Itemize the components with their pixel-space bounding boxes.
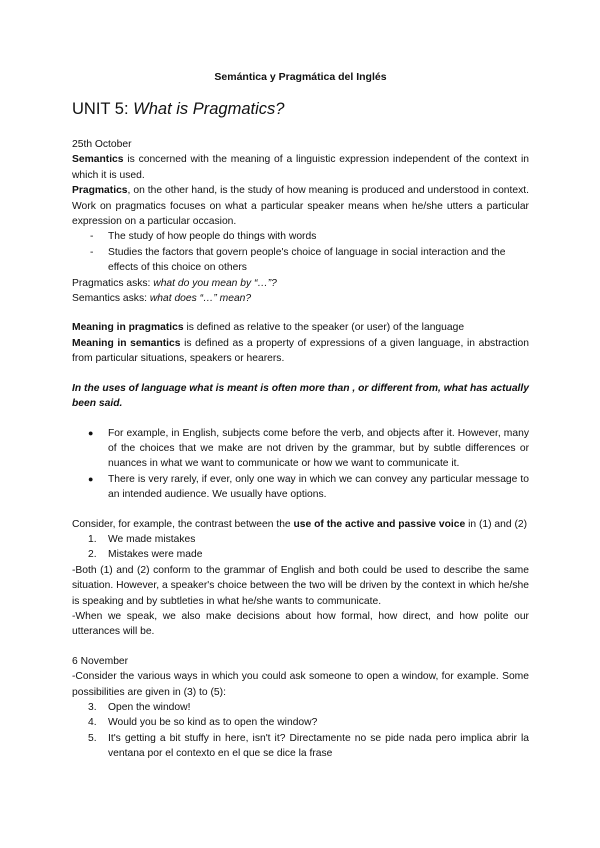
- voice-paragraph-1: -Both (1) and (2) conform to the grammar of English and both could be used to describe the same situation. However, a speaker's choice between the two will be driven by the context in which he/she is speaking and by subtleties in what he/she wants to communicate.: [72, 564, 529, 607]
- list-item-text: Mistakes were made: [108, 549, 203, 561]
- unit-heading: [72, 100, 284, 119]
- list-item: [72, 229, 529, 244]
- list-item-text: We made mistakes: [108, 533, 196, 545]
- list-item: [72, 731, 529, 762]
- pragmatics-definition: [72, 183, 529, 229]
- list-item-text: Would you be so kind as to open the window?: [108, 717, 318, 729]
- spacer: [72, 503, 529, 517]
- unit-prefix: UNIT 5:: [72, 100, 134, 118]
- semantics-asks-label: Semantics asks:: [72, 293, 150, 305]
- meaning-in-pragmatics: [72, 320, 529, 335]
- list-item: [72, 472, 529, 503]
- semantics-term: Semantics: [72, 154, 124, 166]
- voice-intro-bold: use of the active and passive voice: [293, 518, 466, 530]
- spacer: [72, 640, 529, 654]
- window-intro: -Consider the various ways in which you could ask someone to open a window, for example. Some possibilities are given in (3) to (5):: [72, 671, 529, 698]
- pragmatics-asks-label: Pragmatics asks:: [72, 277, 154, 289]
- list-number: 5.: [88, 732, 97, 744]
- unit-title: What is Pragmatics?: [133, 100, 285, 118]
- semantics-asks-question: what does “…” mean?: [149, 293, 252, 305]
- list-number: 1.: [88, 533, 97, 545]
- list-item-text: Open the window!: [108, 702, 191, 713]
- pragmatics-dash-list: [72, 229, 529, 275]
- list-item: [72, 245, 529, 276]
- list-item-text: There is very rarely, if ever, only one way in which we can convey any particular message to an intended audience. We usually have options.: [108, 473, 529, 501]
- document-title: Semántica y Pragmática del Inglés: [214, 71, 387, 83]
- list-item-text: Studies the factors that govern people's choice of language in social interaction and the effects of this choice on others: [108, 246, 506, 274]
- pragmatics-term: Pragmatics: [72, 185, 128, 197]
- voice-examples-list: [72, 532, 529, 563]
- bullet-list: [72, 426, 529, 503]
- semantics-text: is concerned with the meaning of a linguistic expression independent of the context in which it is used.: [72, 154, 529, 181]
- list-item: [72, 715, 529, 730]
- list-number: 3.: [88, 702, 97, 713]
- pragmatics-asks-question: what do you mean by “…”?: [153, 277, 277, 289]
- meaning-in-semantics-term: Meaning in semantics: [72, 337, 181, 349]
- dash-marker: -: [90, 231, 94, 243]
- list-item-text: The study of how people do things with words: [108, 231, 317, 243]
- voice-intro-start: Consider, for example, the contrast between the: [72, 518, 294, 530]
- dash-marker: -: [90, 246, 94, 258]
- spacer: [72, 306, 529, 320]
- list-item-text: For example, in English, subjects come before the verb, and objects after it. However, many of the choices that we make are not driven by the grammar, but by subtle differences or nuances in what we want to communicate or how we want to communicate it.: [108, 427, 529, 470]
- emphasis-statement: In the uses of language what is meant is often more than , or different from, what has actually been said.: [72, 382, 529, 410]
- date-6-november: 6 November: [72, 655, 129, 667]
- semantics-definition: [72, 152, 529, 183]
- bullet-icon: ●: [88, 473, 94, 484]
- voice-paragraph-2: -When we speak, we also make decisions about how formal, how direct, and how polite our utterances will be.: [72, 610, 529, 638]
- meaning-in-pragmatics-text: is defined as relative to the speaker (or user) of the language: [183, 322, 465, 334]
- meaning-in-semantics-text: is defined as a property of expressions of a given language, in abstraction from particular situations, speakers or hearers.: [72, 337, 529, 365]
- pragmatics-asks: [72, 276, 529, 291]
- voice-intro-end: in (1) and (2): [465, 518, 528, 530]
- voice-intro: [72, 517, 529, 532]
- spacer: [72, 412, 529, 426]
- list-number: 4.: [88, 717, 97, 729]
- window-examples-list: [72, 700, 529, 762]
- document-body: [72, 137, 529, 762]
- semantics-asks: [72, 291, 529, 306]
- spacer: [72, 367, 529, 381]
- list-item: [72, 547, 529, 562]
- pragmatics-text: , on the other hand, is the study of how meaning is produced and understood in context. Work on pragmatics focuses on what a particular speaker means when he/she utters a particular expression on a particular occasion.: [72, 185, 529, 228]
- list-item-text: It's getting a bit stuffy in here, isn't it? Directamente no se pide nada pero implica abrir la ventana por el contexto en el que se dice la frase: [108, 732, 529, 760]
- meaning-in-semantics: [72, 336, 529, 367]
- meaning-in-pragmatics-term: Meaning in pragmatics: [72, 322, 184, 334]
- list-item: [72, 532, 529, 547]
- list-item: [72, 700, 529, 715]
- list-item: [72, 426, 529, 472]
- bullet-icon: ●: [88, 427, 94, 438]
- list-number: 2.: [88, 549, 97, 561]
- date-25-october: 25th October: [72, 139, 132, 150]
